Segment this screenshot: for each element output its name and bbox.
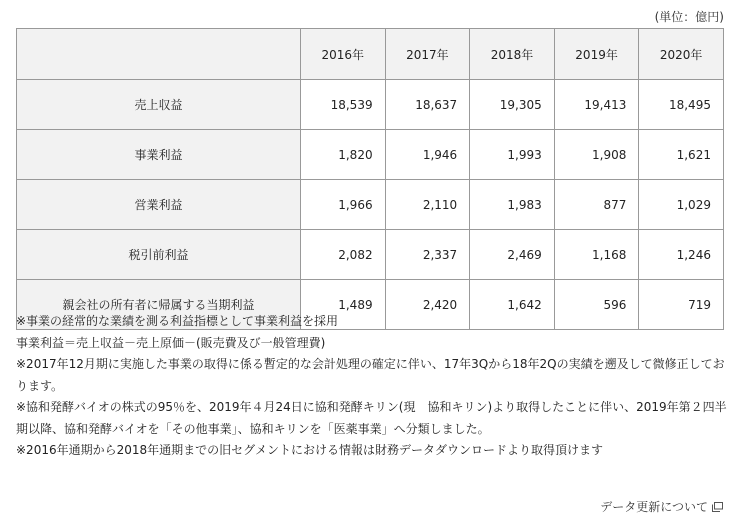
table-cell: 1,246	[639, 230, 724, 280]
financial-table	[16, 28, 724, 330]
table-cell: 1,983	[470, 180, 555, 230]
table-cell: 596	[554, 280, 639, 330]
table-cell: 18,637	[385, 80, 470, 130]
table-cell: 18,539	[301, 80, 386, 130]
table-cell: 2,082	[301, 230, 386, 280]
table-row	[17, 230, 724, 280]
table-row	[17, 130, 724, 180]
year-header: 2019年	[554, 29, 639, 80]
table-cell: 1,908	[554, 130, 639, 180]
year-header: 2020年	[639, 29, 724, 80]
table-cell: 1,621	[639, 130, 724, 180]
table-cell: 1,820	[301, 130, 386, 180]
table-header-row	[17, 29, 724, 80]
table-cell: 877	[554, 180, 639, 230]
footnote: ※協和発酵バイオの株式の95％を、2019年４月24日に協和発酵キリン(現 協和キリン)より取得したことに伴い、2019年第２四半期以降、協和発酵バイオを「その他事業」、協和キリンを「医薬事業」へ分類しました。	[16, 400, 727, 436]
table-cell: 2,420	[385, 280, 470, 330]
row-label: 事業利益	[17, 130, 301, 180]
table-corner-cell	[17, 29, 301, 80]
footnote: ※事業の経常的な業績を測る利益指標として事業利益を採用	[16, 314, 339, 328]
table-cell: 1,966	[301, 180, 386, 230]
table-cell: 2,110	[385, 180, 470, 230]
row-label: 営業利益	[17, 180, 301, 230]
table-cell: 1,946	[385, 130, 470, 180]
table-row	[17, 80, 724, 130]
table-cell: 19,305	[470, 80, 555, 130]
data-update-link[interactable]	[600, 498, 723, 515]
table-cell: 2,469	[470, 230, 555, 280]
row-label: 売上収益	[17, 80, 301, 130]
external-window-icon	[712, 502, 723, 512]
footnote: ※2017年12月期に実施した事業の取得に係る暫定的な会計処理の確定に伴い、17年3Qから18年2Qの実績を遡及して微修正しております。	[16, 357, 725, 393]
table-cell: 719	[639, 280, 724, 330]
year-header: 2017年	[385, 29, 470, 80]
footnote: 事業利益＝売上収益－売上原価－(販売費及び一般管理費)	[16, 335, 326, 350]
table-cell: 19,413	[554, 80, 639, 130]
table-cell: 1,993	[470, 130, 555, 180]
footnote: ※2016年通期から2018年通期までの旧セグメントにおける情報は財務データダウンロードより取得頂けます	[16, 443, 604, 457]
year-header: 2018年	[470, 29, 555, 80]
data-update-link-label: データ更新について	[600, 500, 708, 514]
table-cell: 1,168	[554, 230, 639, 280]
year-header: 2016年	[301, 29, 386, 80]
row-label: 親会社の所有者に帰属する当期利益	[17, 280, 301, 330]
table-cell: 2,337	[385, 230, 470, 280]
row-label: 税引前利益	[17, 230, 301, 280]
table-cell: 1,489	[301, 280, 386, 330]
table-cell: 1,642	[470, 280, 555, 330]
table-cell: 18,495	[639, 80, 724, 130]
table-row	[17, 180, 724, 230]
unit-label: (単位：億円)	[654, 10, 724, 24]
table-cell: 1,029	[639, 180, 724, 230]
footnotes	[16, 311, 728, 462]
